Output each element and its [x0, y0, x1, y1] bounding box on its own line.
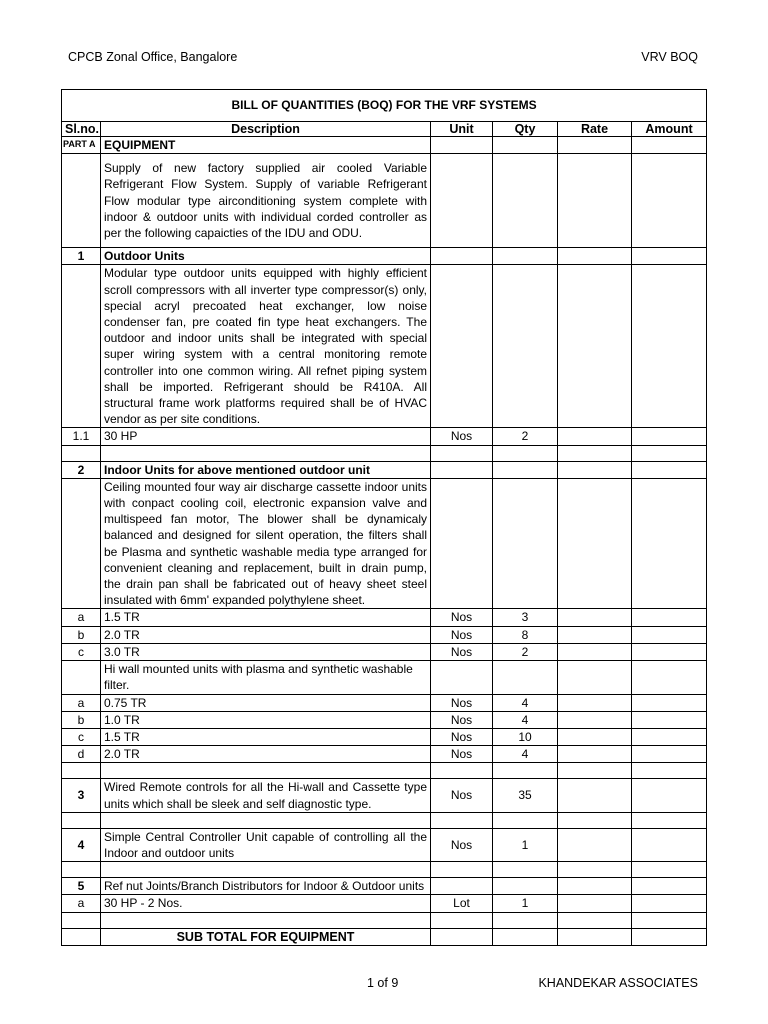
- table-title: BILL OF QUANTITIES (BOQ) FOR THE VRF SYSTEMS: [62, 90, 707, 122]
- row-qty: 4: [493, 746, 558, 763]
- col-header-rate: Rate: [558, 122, 632, 137]
- row-description: 1.5 TR: [101, 728, 431, 745]
- intro-row: [62, 154, 707, 248]
- boq-table-wrapper: [61, 89, 706, 946]
- row-description: 0.75 TR: [101, 694, 431, 711]
- item-1-desc-row: [62, 265, 707, 428]
- part-title: EQUIPMENT: [101, 137, 431, 154]
- row-number: 1.1: [62, 428, 101, 445]
- row-number: a: [62, 609, 101, 626]
- row-unit: Nos: [431, 694, 493, 711]
- row-description: 1.5 TR: [101, 609, 431, 626]
- row-unit: Nos: [431, 711, 493, 728]
- row-unit: Nos: [431, 643, 493, 660]
- boq-table: [61, 89, 707, 946]
- item-3-qty: 35: [493, 779, 558, 812]
- row-description: 2.0 TR: [101, 626, 431, 643]
- table-row: [62, 609, 707, 626]
- item-2-number: 2: [62, 461, 101, 478]
- row-number: a: [62, 694, 101, 711]
- hiwall-desc-row: [62, 661, 707, 694]
- table-row: [62, 746, 707, 763]
- row-number: b: [62, 626, 101, 643]
- part-row: [62, 137, 707, 154]
- item-4-number: 4: [62, 828, 101, 861]
- row-qty: 2: [493, 428, 558, 445]
- subtotal-row: [62, 928, 707, 945]
- item-4-description: Simple Central Controller Unit capable of controlling all the Indoor and outdoor units: [101, 828, 431, 861]
- table-row: [62, 428, 707, 445]
- subtotal-label: SUB TOTAL FOR EQUIPMENT: [101, 928, 431, 945]
- item-1-description: Modular type outdoor units equipped with highly efficient scroll compressors with all inverter type compressor(s) only, special acryl precoated heat exchanger, low noise condenser fan, pre coated fin type heat exchangers. The outdoor and indoor units shall be integrated with special super wiring system with a central monitoring remote controller into one common wiring. All refnet piping system shall be imported. Refrigerant should be R410A. All structural frame work platforms required shall be of HVAC vendor as per site conditions.: [101, 265, 431, 428]
- row-qty: 2: [493, 643, 558, 660]
- table-title-row: [62, 90, 707, 122]
- item-4-unit: Nos: [431, 828, 493, 861]
- row-description: 30 HP - 2 Nos.: [101, 895, 431, 912]
- table-row: [62, 643, 707, 660]
- hiwall-description: Hi wall mounted units with plasma and synthetic washable filter.: [101, 661, 431, 694]
- row-unit: Lot: [431, 895, 493, 912]
- intro-description: Supply of new factory supplied air cooled Variable Refrigerant Flow System. Supply of variable Refrigerant Flow modular type airconditioning system complete with indoor & outdoor units with individual corded controller as per the following capaicties of the IDU and ODU.: [101, 154, 431, 248]
- item-5-number: 5: [62, 878, 101, 895]
- table-row: [62, 694, 707, 711]
- row-number: d: [62, 746, 101, 763]
- item-1-title: Outdoor Units: [101, 248, 431, 265]
- item-1-number: 1: [62, 248, 101, 265]
- part-label: PART A: [62, 137, 101, 154]
- col-header-description: Description: [101, 122, 431, 137]
- table-row: [62, 728, 707, 745]
- row-unit: Nos: [431, 609, 493, 626]
- item-2-title: Indoor Units for above mentioned outdoor unit: [101, 461, 431, 478]
- col-header-amount: Amount: [632, 122, 707, 137]
- column-header-row: [62, 122, 707, 137]
- item-5-description: Ref nut Joints/Branch Distributors for Indoor & Outdoor units: [101, 878, 431, 895]
- page-number: 1 of 9: [367, 976, 399, 990]
- item-3-number: 3: [62, 779, 101, 812]
- item-2-desc-row: [62, 478, 707, 609]
- col-header-unit: Unit: [431, 122, 493, 137]
- row-description: 1.0 TR: [101, 711, 431, 728]
- item-3-description: Wired Remote controls for all the Hi-wall and Cassette type units which shall be sleek and self diagnostic type.: [101, 779, 431, 812]
- row-description: 3.0 TR: [101, 643, 431, 660]
- table-row: [62, 626, 707, 643]
- row-unit: Nos: [431, 428, 493, 445]
- item-3-row: [62, 779, 707, 812]
- row-number: c: [62, 643, 101, 660]
- footer-company: KHANDEKAR ASSOCIATES: [538, 976, 698, 990]
- row-description: 2.0 TR: [101, 746, 431, 763]
- table-row: [62, 711, 707, 728]
- item-4-qty: 1: [493, 828, 558, 861]
- row-unit: Nos: [431, 626, 493, 643]
- row-qty: 10: [493, 728, 558, 745]
- row-description: 30 HP: [101, 428, 431, 445]
- col-header-qty: Qty: [493, 122, 558, 137]
- row-qty: 8: [493, 626, 558, 643]
- row-qty: 3: [493, 609, 558, 626]
- col-header-slno: Sl.no.: [62, 122, 101, 137]
- row-qty: 4: [493, 694, 558, 711]
- item-3-unit: Nos: [431, 779, 493, 812]
- item-5-row: [62, 878, 707, 895]
- row-qty: 1: [493, 895, 558, 912]
- row-unit: Nos: [431, 746, 493, 763]
- row-number: c: [62, 728, 101, 745]
- row-number: b: [62, 711, 101, 728]
- row-number: a: [62, 895, 101, 912]
- header-doc-title: VRV BOQ: [641, 50, 698, 64]
- item-4-row: [62, 828, 707, 861]
- item-2-row: [62, 461, 707, 478]
- row-qty: 4: [493, 711, 558, 728]
- item-1-row: [62, 248, 707, 265]
- item-2-description: Ceiling mounted four way air discharge cassette indoor units with conpact cooling coil, electronic expansion valve and multispeed fan motor, The blower shall be dynamicaly balanced and designed for silent operation, the filters shall be Plasma and synthetic washable media type arranged for convenient cleaning and replacement, built in drain pump, the drain pan shall be fabricated out of heavy sheet steel insulated with 6mm' expanded polythylene sheet.: [101, 478, 431, 609]
- row-unit: Nos: [431, 728, 493, 745]
- table-row: [62, 895, 707, 912]
- header-office: CPCB Zonal Office, Bangalore: [68, 50, 238, 64]
